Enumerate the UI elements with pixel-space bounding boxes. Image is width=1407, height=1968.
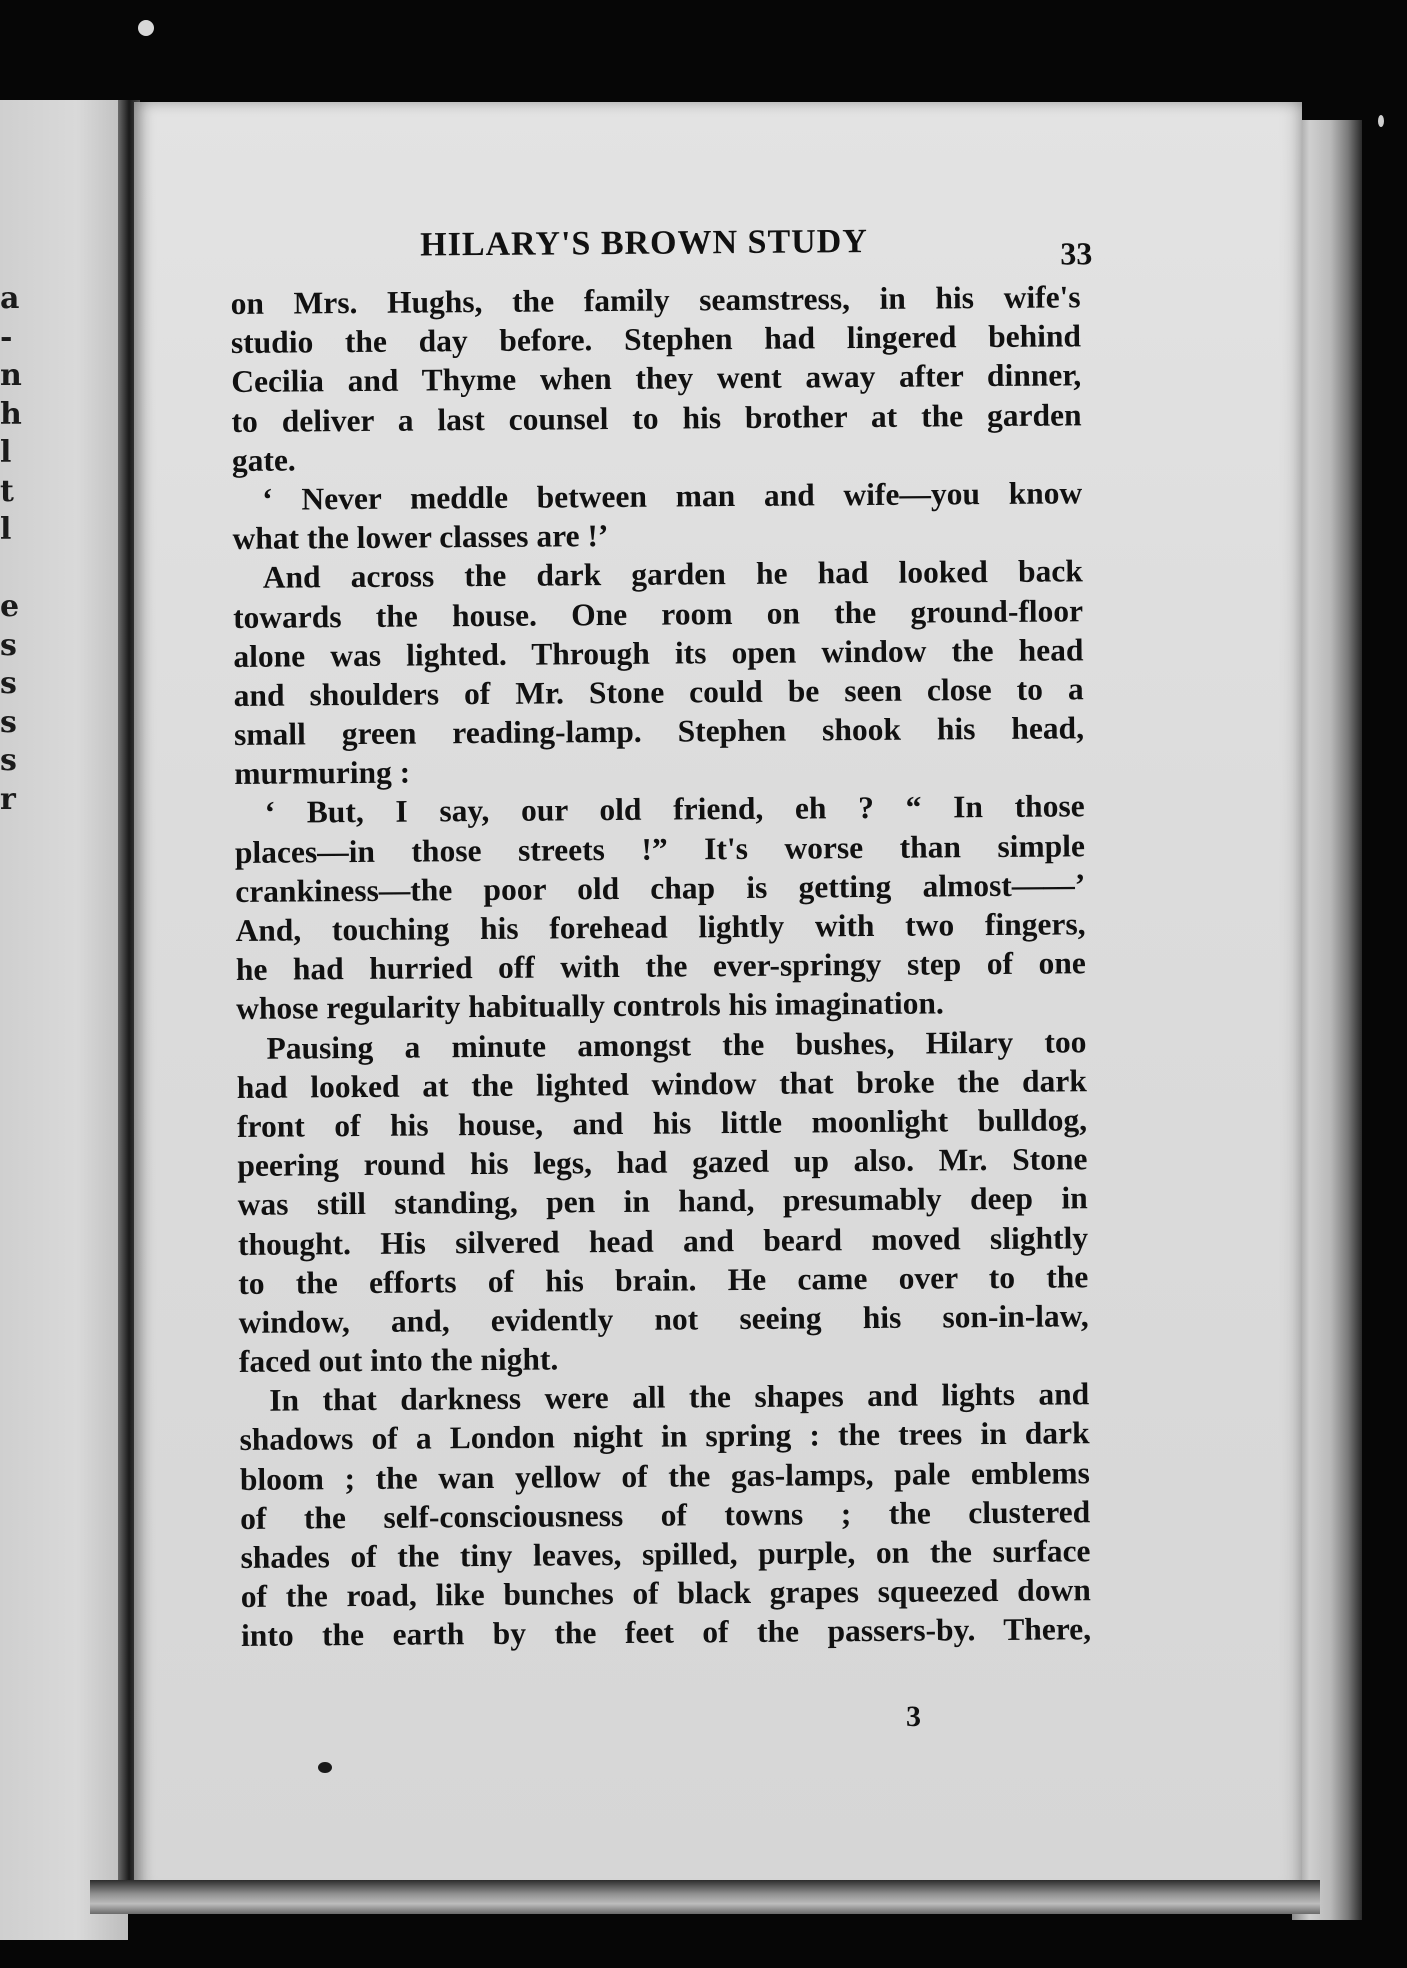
left-page-fragment: s	[0, 743, 17, 778]
text-line: small green reading-lamp. Stephen shook his head,	[233, 710, 1085, 753]
text-line: And, touching his forehead lightly with two fingers,	[235, 906, 1086, 948]
text-line: places—in those streets !” It's worse than simple	[234, 827, 1086, 870]
text-line: he had hurried off with the ever-springy step of one	[235, 945, 1086, 988]
page-stack-bottom-edge	[90, 1880, 1320, 1914]
text-line: ‘ Never meddle between man and wife—you know	[262, 475, 1083, 517]
left-page-fragment: n	[0, 358, 22, 393]
text-line: was still standing, pen in hand, presumably deep in	[237, 1180, 1088, 1223]
text-line: thought. His silvered head and beard moved slightly	[237, 1219, 1089, 1262]
left-page-fragment	[0, 550, 16, 589]
text-line: murmuring :	[234, 754, 411, 792]
left-page-fragment: -	[0, 319, 13, 355]
text-line: whose regularity habitually controls his imagination.	[236, 985, 944, 1027]
page-content	[230, 215, 1091, 1655]
text-line: bloom ; the wan yellow of the gas-lamps, pale emblems	[239, 1454, 1090, 1497]
text-line: shades of the tiny leaves, spilled, purple, on the surface	[240, 1533, 1091, 1575]
text-line: to the efforts of his brain. He came over to the	[238, 1258, 1089, 1301]
text-line: front of his house, and his little moonlight bulldog,	[236, 1102, 1088, 1144]
text-line: towards the house. One room on the ground-floor	[232, 592, 1084, 635]
text-line: what the lower classes are !’	[232, 518, 609, 557]
running-title: HILARY'S BROWN STUDY	[420, 222, 868, 264]
text-line: And across the dark garden he had looked back	[262, 553, 1083, 596]
text-line: peering round his legs, had gazed up also. Mr. Stone	[237, 1141, 1088, 1184]
left-page-fragment: e	[0, 589, 20, 624]
left-page-fragment: l	[0, 512, 12, 547]
text-line: In that darkness were all the shapes and lights and	[269, 1376, 1090, 1418]
dust-speck	[138, 20, 154, 36]
text-line: alone was lighted. Through its open window the head	[233, 631, 1084, 674]
running-head	[230, 215, 1093, 282]
text-line: into the earth by the feet of the passers-by. There,	[240, 1611, 1092, 1654]
left-page-fragment: t	[0, 473, 14, 509]
text-line: of the road, like bunches of black grapes squeezed down	[240, 1572, 1091, 1615]
page-stack-right-edge	[1292, 120, 1362, 1920]
left-page-fragment: h	[0, 396, 22, 432]
dust-speck	[1378, 115, 1384, 127]
page-number: 33	[1060, 235, 1093, 272]
left-page-fragment: a	[0, 281, 20, 316]
text-line: Pausing a minute amongst the bushes, Hilary too	[266, 1023, 1087, 1066]
left-page-text-fragments	[0, 280, 22, 819]
text-line: studio the day before. Stephen had lingered behind	[230, 318, 1082, 361]
left-page-fragment: s	[0, 666, 17, 701]
text-line: on Mrs. Hughs, the family seamstress, in his wife's	[230, 279, 1081, 321]
left-page-fragment: s	[0, 704, 17, 740]
text-line: faced out into the night.	[238, 1341, 559, 1380]
left-page-fragment: s	[0, 627, 17, 663]
text-line: of the self-consciousness of towns ; the clustered	[240, 1494, 1091, 1536]
text-line: window, and, evidently not seeing his son-in-law,	[238, 1298, 1089, 1340]
text-line: shadows of a London night in spring : the trees in dark	[239, 1415, 1090, 1458]
signature-mark: 3	[906, 1700, 921, 1733]
text-line: crankiness—the poor old chap is getting almost——’	[235, 867, 1086, 909]
left-page-fragment: r	[0, 781, 16, 817]
body-text	[230, 277, 1091, 1655]
text-line: ‘ But, I say, our old friend, eh ? “ In those	[264, 788, 1085, 831]
text-line: and shoulders of Mr. Stone could be seen close to a	[233, 671, 1084, 713]
text-line: to deliver a last counsel to his brother at the garden	[231, 396, 1082, 439]
text-line: had looked at the lighted window that broke the dark	[236, 1063, 1087, 1105]
dust-speck	[318, 1762, 332, 1773]
text-line: gate.	[231, 442, 296, 478]
left-page-fragment: l	[0, 435, 12, 470]
text-line: Cecilia and Thyme when they went away after dinner,	[231, 357, 1082, 400]
